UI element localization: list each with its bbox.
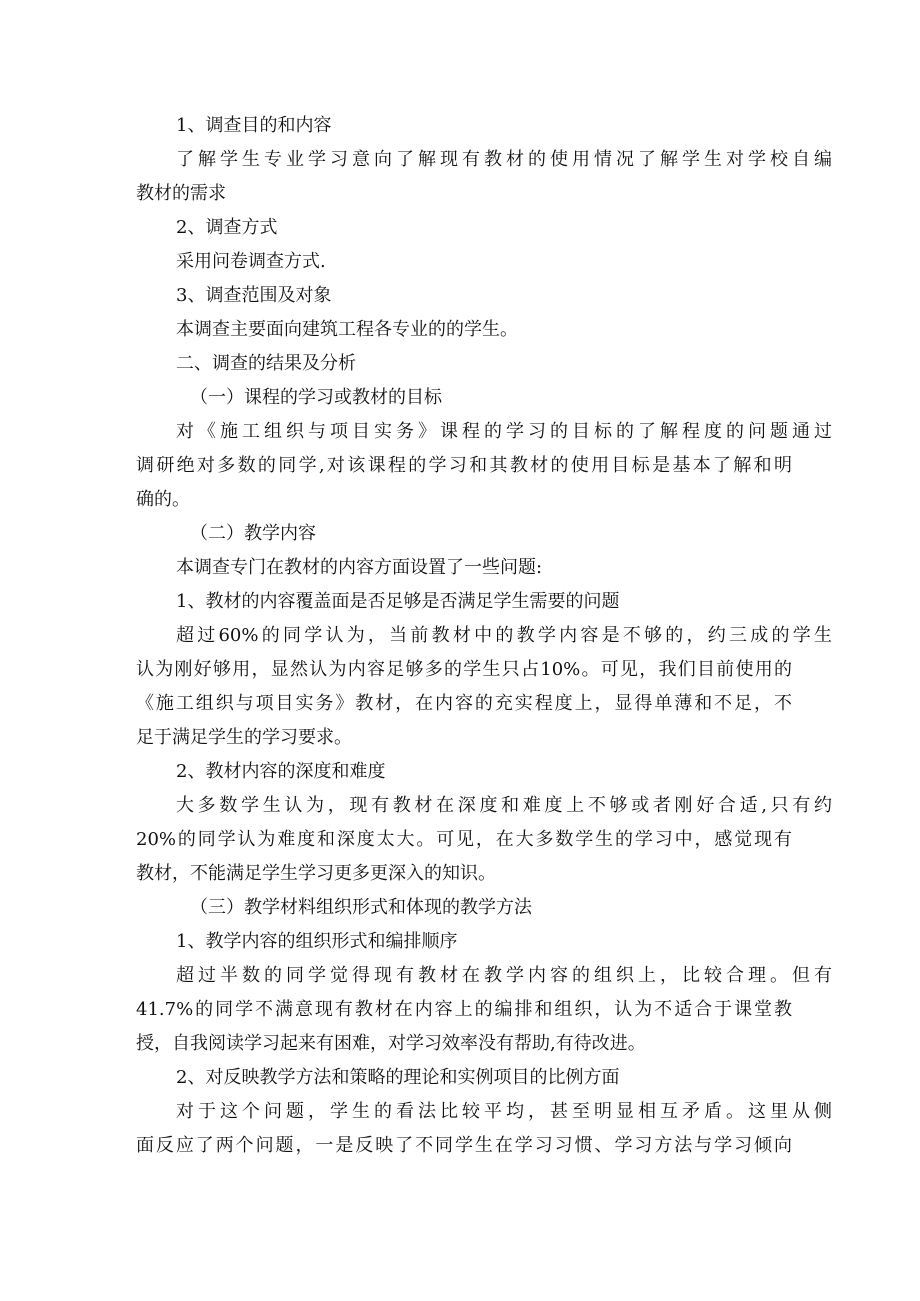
item-heading-depth: 2、教材内容的深度和难度 (176, 761, 386, 782)
paragraph-line: 20%的同学认为难度和深度太大。可见，在大多数学生的学习中，感觉现有 (136, 829, 792, 850)
heading-survey-method: 2、调查方式 (176, 217, 278, 238)
paragraph-line: 足于满足学生的学习要求。 (136, 727, 352, 748)
item-heading-methods: 2、对反映教学方法和策略的理论和实例项目的比例方面 (176, 1067, 620, 1088)
paragraph-line: 超过60%的同学认为，当前教材中的教学内容是不够的，约三成的学生 (176, 625, 832, 646)
paragraph-line: 采用问卷调查方式. (176, 251, 326, 272)
paragraph-line: 教材的需求 (136, 183, 226, 204)
paragraph-line: 本调查专门在教材的内容方面设置了一些问题: (176, 557, 543, 578)
paragraph-line: 调研绝对多数的同学,对该课程的学习和其教材的使用目标是基本了解和明 (136, 455, 792, 476)
section-heading-results: 二、调查的结果及分析 (176, 353, 356, 374)
item-heading-order: 1、教学内容的组织形式和编排顺序 (176, 931, 458, 952)
paragraph-line: 授，自我阅读学习起来有困难，对学习效率没有帮助,有待改进。 (136, 1033, 646, 1054)
paragraph-line: 对于这个问题，学生的看法比较平均，甚至明显相互矛盾。这里从侧 (176, 1101, 832, 1122)
paragraph-line: 教材，不能满足学生学习更多更深入的知识。 (136, 863, 496, 884)
paragraph-line: 大多数学生认为，现有教材在深度和难度上不够或者刚好合适,只有约 (176, 795, 832, 816)
paragraph-line: 认为刚好够用，显然认为内容足够多的学生只占10%。可见，我们目前使用的 (136, 659, 792, 680)
paragraph-line: 确的。 (136, 489, 190, 510)
paragraph-line: 面反应了两个问题，一是反映了不同学生在学习习惯、学习方法与学习倾向 (136, 1135, 792, 1156)
heading-survey-purpose: 1、调查目的和内容 (176, 115, 332, 136)
paragraph-line: 了解学生专业学习意向了解现有教材的使用情况了解学生对学校自编 (176, 149, 832, 170)
subsection-heading-organization: （三）教学材料组织形式和体现的教学方法 (190, 897, 532, 918)
subsection-heading-goals: （一）课程的学习或教材的目标 (190, 387, 442, 408)
paragraph-line: 41.7%的同学不满意现有教材在内容上的编排和组织，认为不适合于课堂教 (136, 999, 792, 1020)
paragraph-line: 超过半数的同学觉得现有教材在教学内容的组织上，比较合理。但有 (176, 965, 832, 986)
heading-survey-scope: 3、调查范围及对象 (176, 285, 332, 306)
paragraph-line: 《施工组织与项目实务》教材，在内容的充实程度上，显得单薄和不足，不 (136, 693, 792, 714)
paragraph-line: 本调查主要面向建筑工程各专业的的学生。 (176, 319, 518, 340)
subsection-heading-content: （二）教学内容 (190, 523, 316, 544)
paragraph-line: 对《施工组织与项目实务》课程的学习的目标的了解程度的问题通过 (176, 421, 832, 442)
item-heading-coverage: 1、教材的内容覆盖面是否足够是否满足学生需要的问题 (176, 591, 620, 612)
